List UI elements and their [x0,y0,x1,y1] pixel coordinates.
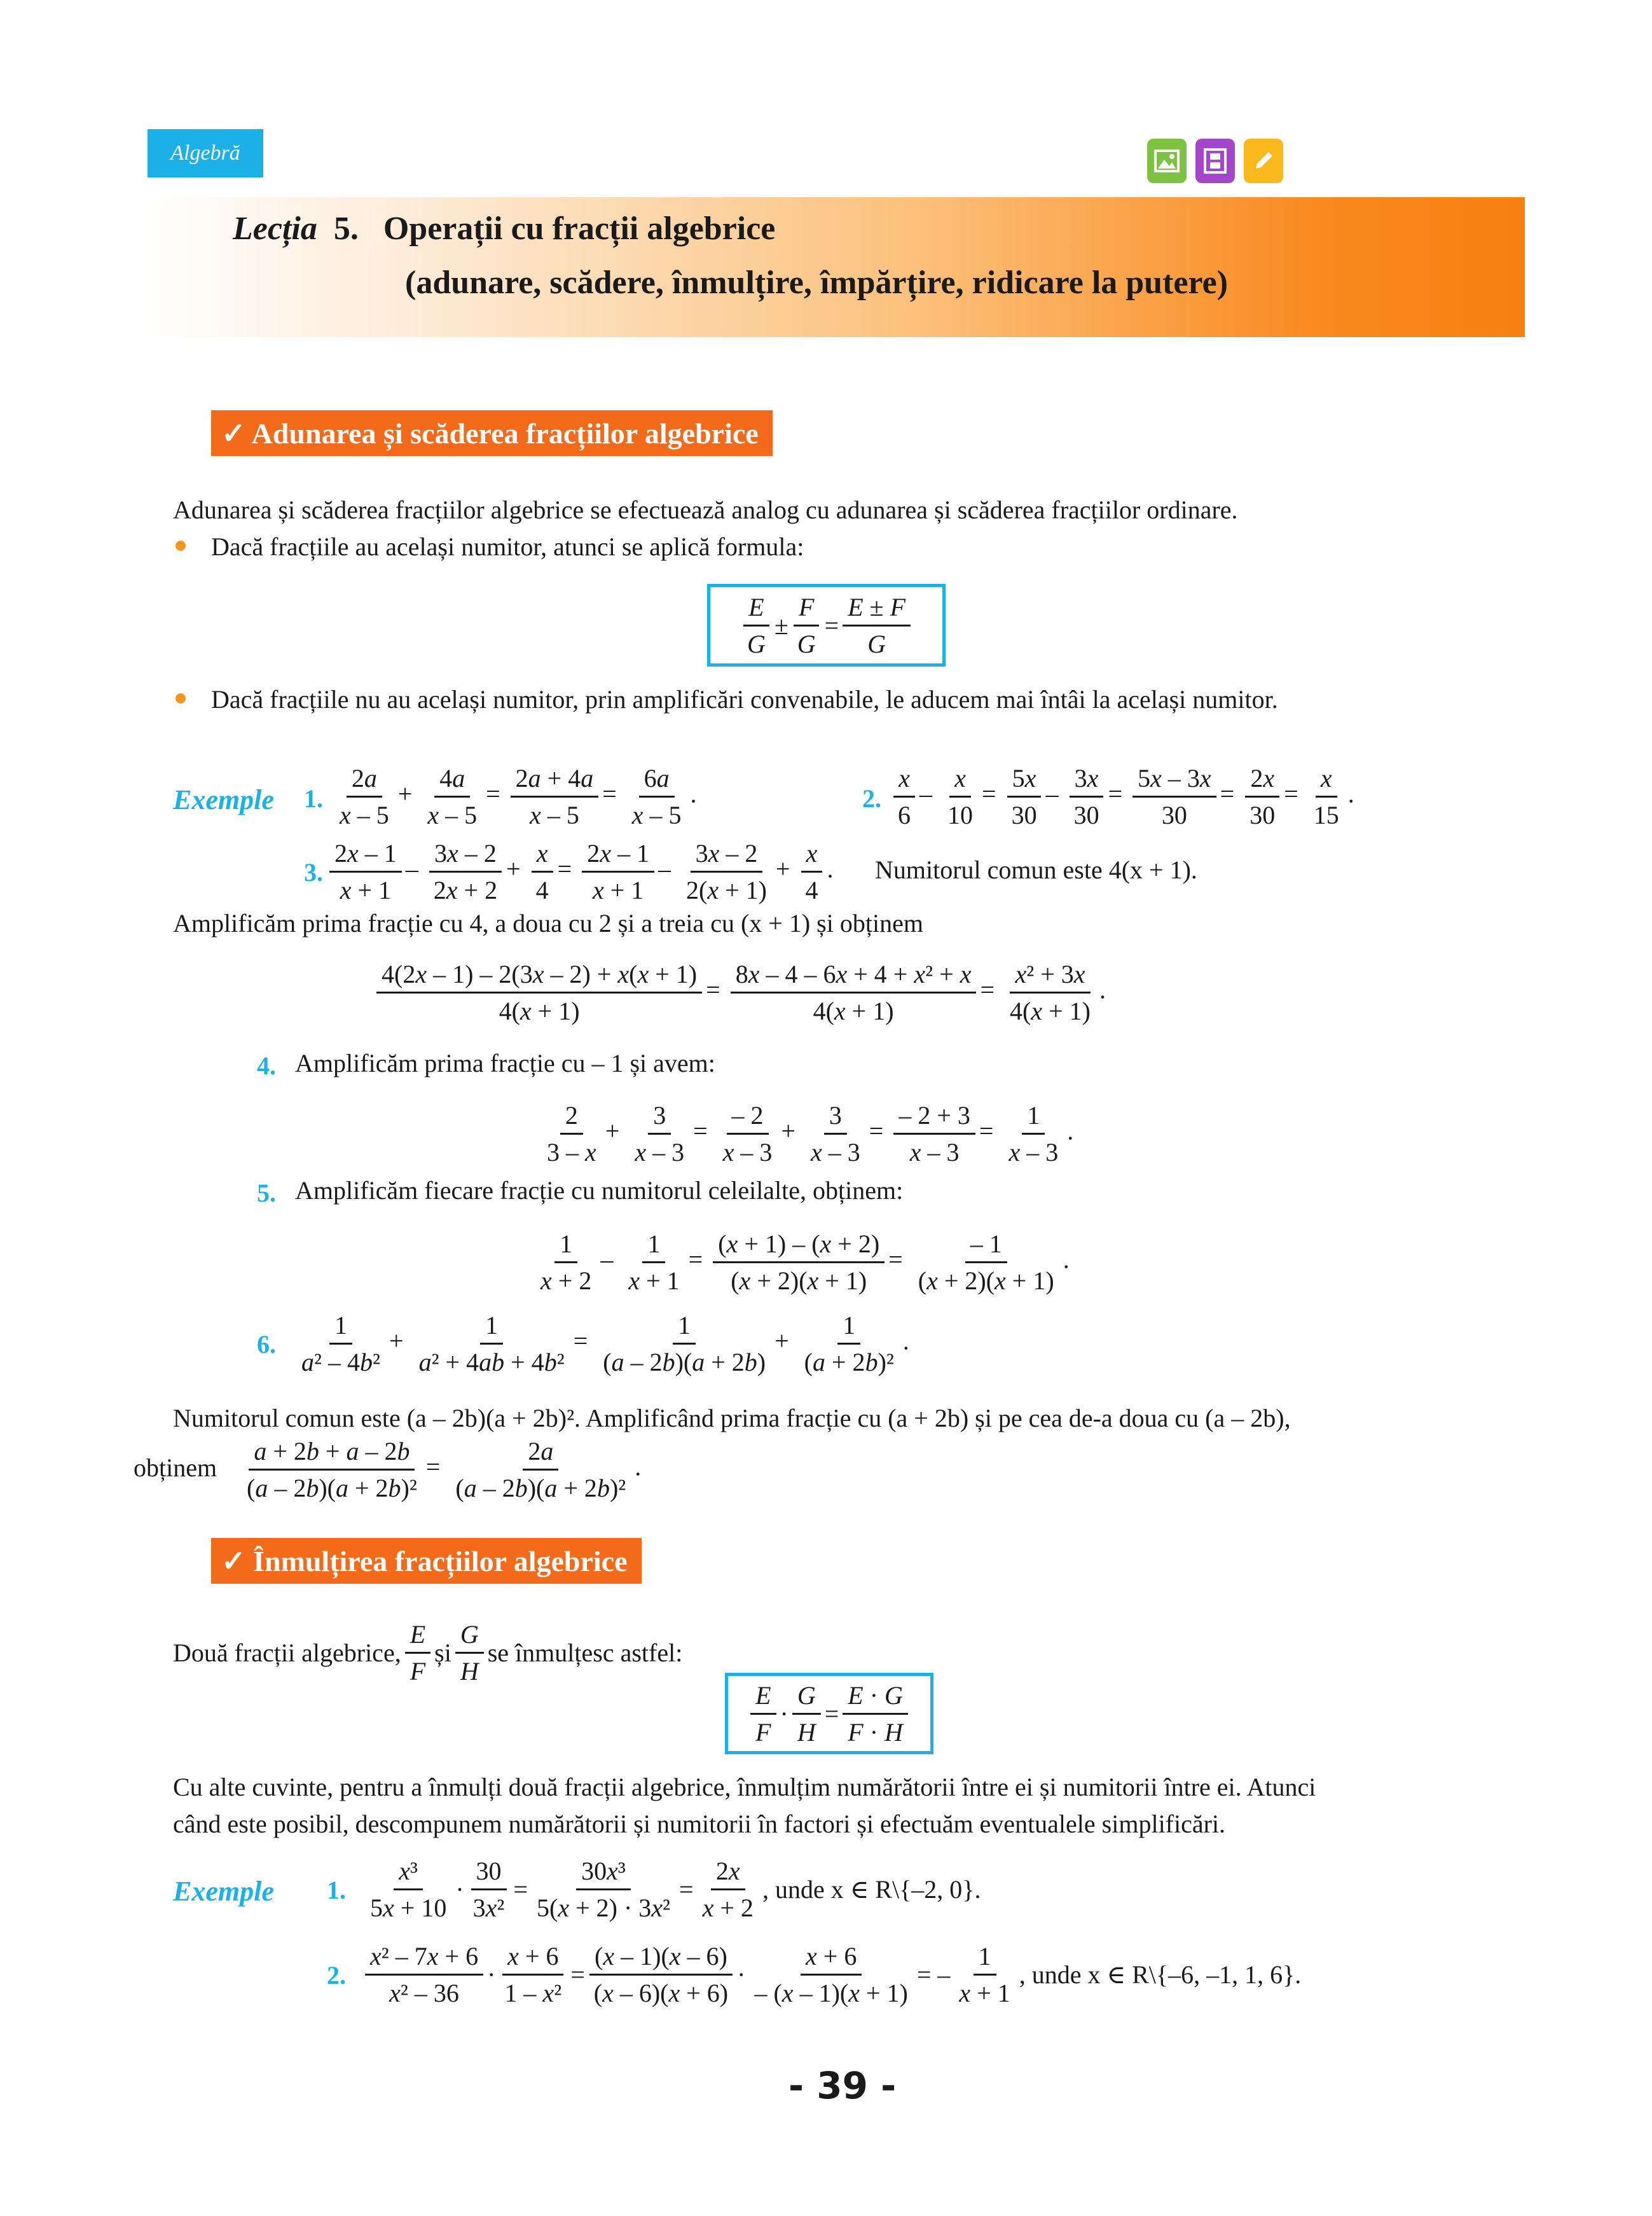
chapter-badge: Algebră [148,129,263,177]
example-4-text: Amplificăm prima fracție cu – 1 și avem: [295,1049,715,1077]
lesson-title [233,210,775,247]
image-icon[interactable] [1147,139,1187,183]
multiplication-intro-b: se înmulțesc astfel: [487,1638,683,1667]
example-5-formula: $\frac{1}{x + 2}$ – $\frac{1}{x + 1}$ = $\frac{(x + 1) - (x + 2)}{(x + 2)(x + 1)}$ = $\frac{- 1}{(x + 2)(x + 1)}$ . [540,1229,1070,1295]
example-3-result: $\frac{4(2x - 1) - 2(3x - 2) + x(x + 1)}{4(x + 1)}$ = $\frac{\text{8x – 4 – 6x + 4 + x² + x}}{4(x + 1)}$ = $\frac{\text{x² + 3x}}{4(x + 1)}$ . [373,959,1106,1026]
mult-example-2-formula: $\frac{\text{x² – 7x + 6}}{\text{x² – 36}}$ · $\frac{x + 6}{\text{1 – x²}}$ = $\frac{(x - 1)(x - 6)}{(x - 6)(x + 6)}$ · $\frac{x + 6}{- (x - 1)(x + 1)}$ = – $\frac{1}{x + 1}$ , unde x ∈ R\{–6, –1, 1, 6}. [361,1941,1301,2008]
section-heading-multiplication: ✓ Înmulțirea fracțiilor algebrice [211,1538,642,1584]
example-number: 4. [257,1051,276,1080]
lesson-label: Lecția [233,211,317,247]
example-6-obtinem: obținem [134,1453,217,1482]
lesson-title-line1: Operații cu fracții algebrice [383,211,776,247]
multiplication-para-line2: când este posibil, descompunem numărătorii și numitorii în factori și efectuăm eventualele simplificări. [173,1810,1226,1838]
mult-example-1-domain: , unde x ∈ R\{–2, 0}. [762,1875,981,1904]
lesson-title-line2: (adunare, scădere, înmulțire, împărțire, ridicare la putere) [405,265,1229,301]
example-3-formula: $\frac{2x - 1}{x + 1}$ – $\frac{3x - 2}{2x + 2}$ + $\frac{x}{4}$ = $\frac{2x - 1}{x + 1}$ – $\frac{3x - 2}{2(x + 1)}$ + $\frac{x}{4}$ . [326,838,834,905]
pencil-icon[interactable] [1244,139,1283,183]
example-number: 2. [327,1961,346,1990]
film-icon[interactable] [1195,139,1235,183]
example-6-result: $\frac{a + 2b + a - 2b}{\text{(a – 2b)(a + 2b)²}}$ = $\frac{2a}{\text{(a – 2b)(a + 2b)²}}$ . [247,1437,642,1502]
bullet-dot [176,693,186,703]
multiplication-intro-a: Două fracții algebrice, [173,1638,401,1667]
example-3-amplify-text: Amplificăm prima fracție cu 4, a doua cu 2 și a treia cu (x + 1) și obținem [173,909,923,938]
example-number: 1. [327,1876,346,1904]
example-5-text: Amplificăm fiecare fracție cu numitorul celeilalte, obținem: [295,1176,904,1205]
addition-intro: Adunarea și scăderea fracțiilor algebrice se efectuează analog cu adunarea și scăderea fracțiilor ordinare. [173,495,1238,524]
multiplication-intro: Două fracții algebrice, $\frac{E}{F}$ și $\frac{G}{H}$ se înmulțesc astfel: [173,1620,683,1686]
example-number: 5. [257,1179,276,1207]
formula-box-addition: $\frac{E}{G}$ ± $\frac{F}{G}$ = $\frac{E \pm F}{G}$ [707,584,946,667]
examples-label: Exemple [173,784,274,815]
example-6-text: Numitorul comun este (a – 2b)(a + 2b)². Amplificând prima fracție cu (a + 2b) și pe cea de-a doua cu (a – 2b), [173,1404,1291,1432]
mult-example-2-domain: , unde x ∈ R\{–6, –1, 1, 6}. [1019,1960,1302,1989]
example-3-note: Numitorul comun este 4(x + 1). [875,855,1197,884]
mult-example-1-formula: $\frac{\text{x³}}{5x + 10}$ · $\frac{30}{\text{3x²}}$ = $\frac{\text{30x³}}{\text{5(x + 2) · 3x²}}$ = $\frac{2x}{x + 2}$ , unde x ∈ R\{–2, 0}. [370,1857,981,1922]
example-2-formula: $\frac{x}{6}$ – $\frac{x}{10}$ = $\frac{5x}{30}$ – $\frac{3x}{30}$ = $\frac{5x - 3x}{30}$ = $\frac{2x}{30}$ = $\frac{x}{15}$ . [889,763,1354,830]
section-heading-addition: ✓ Adunarea și scăderea fracțiilor algebrice [211,410,773,456]
multiplication-para-line1: Cu alte cuvinte, pentru a înmulți două fracții algebrice, înmulțim numărătorii între ei și numitorii între ei. Atunci [173,1773,1316,1801]
lesson-number: 5. [333,211,359,247]
examples-label: Exemple [173,1876,274,1907]
multiplication-intro-si: și [434,1638,451,1667]
bullet-same-denominator: Dacă fracțiile au același numitor, atunci se aplică formula: [211,532,804,561]
bullet-dot [176,541,186,551]
example-6-formula: $\frac{1}{\text{a² – 4b²}}$ + $\frac{1}{\text{a² + 4ab + 4b²}}$ = $\frac{1}{(a - 2b)(a + 2b)}$ + $\frac{1}{\text{(a + 2b)²}}$ . [301,1311,909,1376]
example-4-formula: $\frac{2}{3 - x}$ + $\frac{3}{x - 3}$ = $\frac{- 2}{x - 3}$ + $\frac{3}{x - 3}$ = $\frac{- 2 + 3}{x - 3}$ = $\frac{1}{x - 3}$ . [547,1101,1074,1167]
example-1-formula: $\frac{2a}{x - 5}$ + $\frac{4a}{x - 5}$ = $\frac{2a + 4a}{x - 5}$ = $\frac{6a}{x - 5}$ . [340,764,697,829]
formula-box-multiplication: $\frac{E}{F}$ · $\frac{G}{H}$ = $\frac{E \cdot G}{F \cdot H}$ [725,1673,933,1754]
example-number: 6. [257,1330,276,1359]
page-number: - 39 - [788,2064,897,2107]
example-number: 2. [862,784,881,813]
example-number: 3. [304,858,323,887]
bullet-different-denominator: Dacă fracțiile nu au același numitor, prin amplificări convenabile, le aducem mai întâi la același numitor. [211,685,1278,714]
example-number: 1. [304,784,323,813]
